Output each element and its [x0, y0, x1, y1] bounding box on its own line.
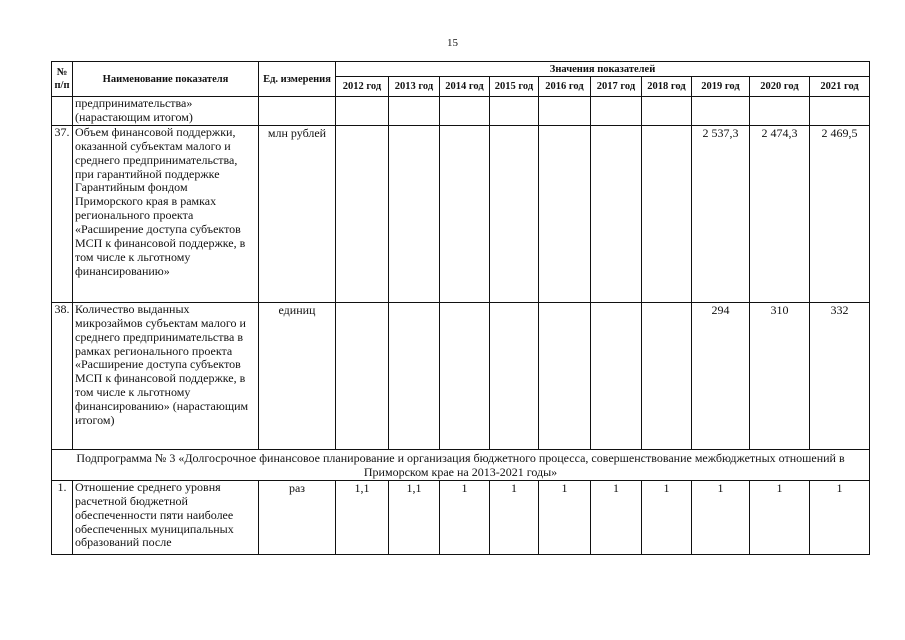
row-value: 2 469,5: [810, 125, 870, 302]
header-values-group: Значения показателей: [336, 62, 870, 77]
header-year: 2019 год: [692, 77, 750, 97]
header-year: 2013 год: [389, 77, 440, 97]
header-year: 2017 год: [591, 77, 642, 97]
row-unit: единиц: [259, 302, 336, 449]
row-name: Отношение среднего уровня расчетной бюджетной обеспеченности пяти наиболее обеспеченных муниципальных образований после: [73, 480, 259, 554]
header-unit: Ед. измерения: [259, 62, 336, 97]
header-year: 2014 год: [440, 77, 490, 97]
row-value: [642, 302, 692, 449]
row-value: 1: [750, 480, 810, 554]
row-value: [591, 97, 642, 126]
page-number: 15: [447, 37, 458, 49]
row-value: [591, 125, 642, 302]
row-value: [642, 97, 692, 126]
row-value: [810, 97, 870, 126]
row-value: [440, 125, 490, 302]
header-num: № п/п: [52, 62, 73, 97]
row-value: [389, 125, 440, 302]
row-num: 38.: [52, 302, 73, 449]
header-year: 2021 год: [810, 77, 870, 97]
row-value: 332: [810, 302, 870, 449]
row-value: 1: [539, 480, 591, 554]
row-unit: [259, 97, 336, 126]
header-year: 2020 год: [750, 77, 810, 97]
row-value: 1: [810, 480, 870, 554]
row-value: [642, 125, 692, 302]
table-row: [52, 302, 870, 449]
row-value: [591, 302, 642, 449]
row-unit: раз: [259, 480, 336, 554]
row-value: [539, 97, 591, 126]
table-row: [52, 97, 870, 126]
row-value: [389, 302, 440, 449]
row-name: Объем финансовой поддержки, оказанной субъектам малого и среднего предпринимательства, при гарантийной поддержке Гарантийным фондом Приморского края в рамках регионального проекта «Расширение доступа субъектов МСП к финансовой поддержке, в том числе к льготному финансированию»: [73, 125, 259, 302]
row-value: [440, 97, 490, 126]
row-num: [52, 97, 73, 126]
row-value: [692, 97, 750, 126]
row-value: 294: [692, 302, 750, 449]
header-year: 2018 год: [642, 77, 692, 97]
row-value: [539, 302, 591, 449]
row-name: предпринимательства» (нарастающим итогом): [73, 97, 259, 126]
row-value: [389, 97, 440, 126]
row-value: [336, 302, 389, 449]
row-value: 2 537,3: [692, 125, 750, 302]
header-name: Наименование показателя: [73, 62, 259, 97]
row-value: [336, 125, 389, 302]
row-value: 1: [692, 480, 750, 554]
header-year: 2012 год: [336, 77, 389, 97]
row-name: Количество выданных микрозаймов субъектам малого и среднего предпринимательства в рамках регионального проекта «Расширение доступа субъектов МСП к финансовой поддержке, в том числе к льготному финансированию» (нарастающим итогом): [73, 302, 259, 449]
header-year: 2016 год: [539, 77, 591, 97]
row-value: 1: [642, 480, 692, 554]
subprogram-row: [52, 449, 870, 480]
row-value: 2 474,3: [750, 125, 810, 302]
table-row: [52, 480, 870, 554]
row-value: [336, 97, 389, 126]
row-num: 1.: [52, 480, 73, 554]
row-value: [539, 125, 591, 302]
row-num: 37.: [52, 125, 73, 302]
table-row: [52, 125, 870, 302]
row-value: 310: [750, 302, 810, 449]
row-value: [490, 97, 539, 126]
row-value: [750, 97, 810, 126]
row-value: 1,1: [389, 480, 440, 554]
row-value: [440, 302, 490, 449]
header-year: 2015 год: [490, 77, 539, 97]
row-value: 1: [490, 480, 539, 554]
indicators-table: [51, 61, 870, 555]
row-value: 1,1: [336, 480, 389, 554]
subprogram-title: Подпрограмма № 3 «Долгосрочное финансовое планирование и организация бюджетного процесса, совершенствование межбюджетных отношений в Приморском крае на 2013-2021 годы»: [52, 449, 870, 480]
row-value: [490, 302, 539, 449]
row-value: [490, 125, 539, 302]
row-value: 1: [440, 480, 490, 554]
row-unit: млн рублей: [259, 125, 336, 302]
row-value: 1: [591, 480, 642, 554]
